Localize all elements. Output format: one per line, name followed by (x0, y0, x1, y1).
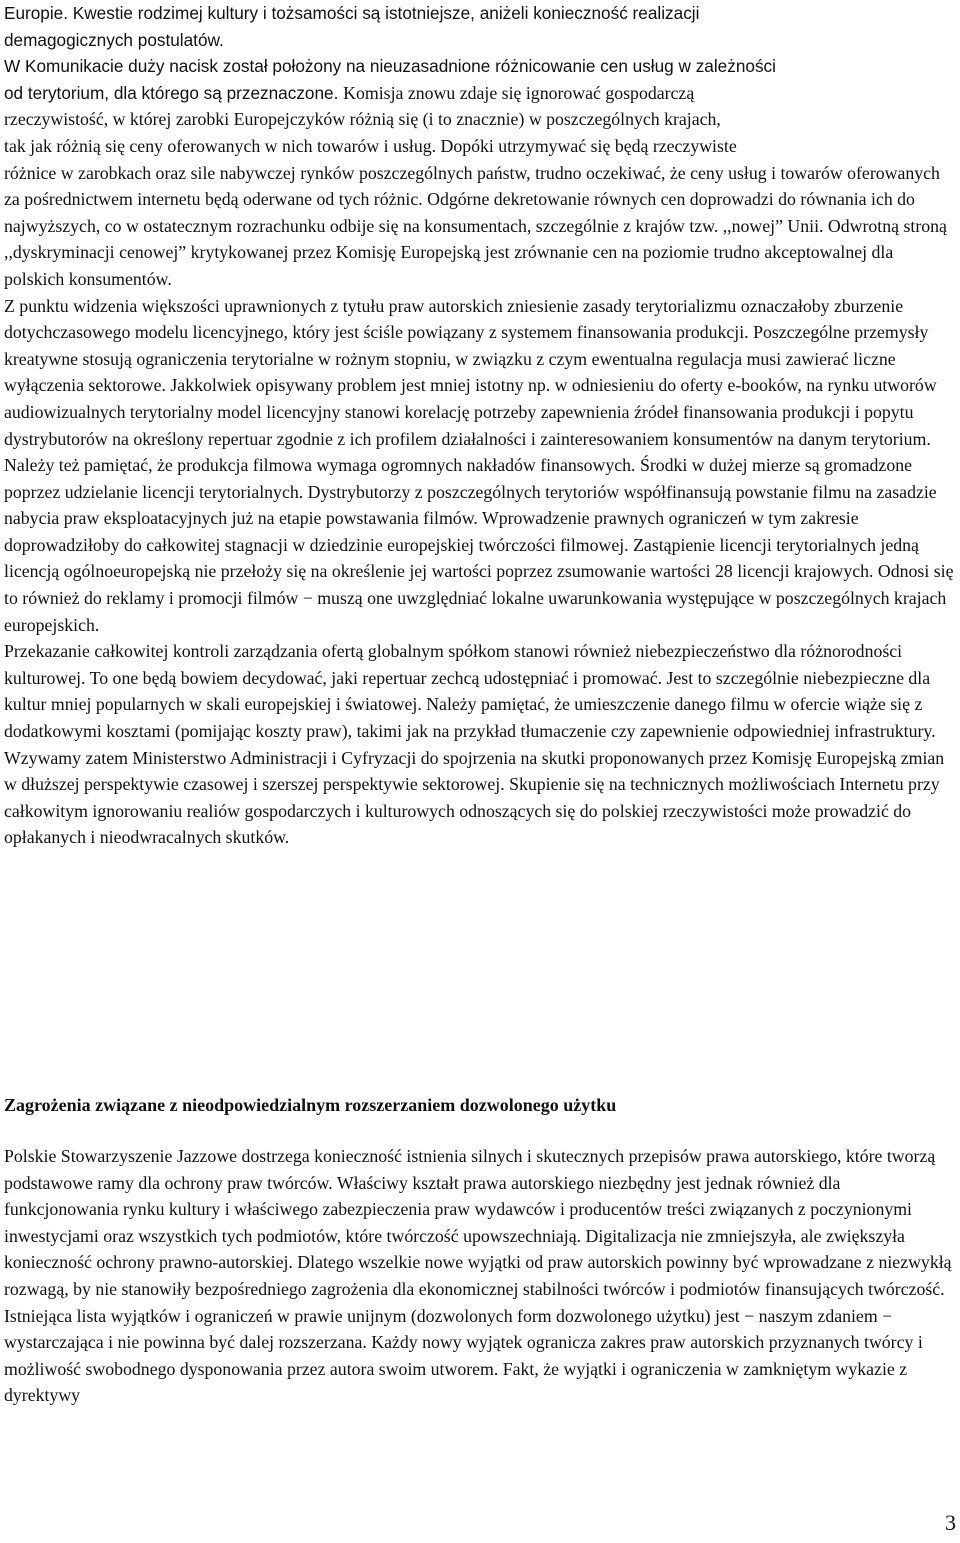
paragraph-produkcja-filmowa: Należy też pamiętać, że produkcja filmowa wymaga ogromnych nakładów finansowych. Środki w dużej mierze są gromadzone poprzez udzielanie licencji terytorialnych. Dystrybutorzy z poszczególnych terytoriów współfinansują powstanie filmu na zasadzie nabycia praw eksploatacyjnych już na etapie powstawania filmów. Wprowadzenie prawnych ograniczeń w tym zakresie doprowadziłoby do całkowitej stagnacji w dziedzinie europejskiej twórczości filmowej. Zastąpienie licencji terytorialnych jedną licencją ogólnoeuropejską nie przełoży się na określenie jej wartości poprzez zsumowanie wartości 28 licencji krajowych. Odnosi się to również do reklamy i promocji filmów − muszą one uwzględniać lokalne uwarunkowania występujące w poszczególnych krajach europejskich. (4, 455, 954, 635)
section-heading: Zagrożenia związane z nieodpowiedzialnym rozszerzaniem dozwolonego użytku (4, 1095, 617, 1115)
paragraph-intro-line1: Europie. Kwestie rodzimej kultury i tożsamości są istotniejsze, aniżeli konieczność realizacji (4, 3, 700, 23)
text-run-serif-2: tak jak różnią się ceny oferowanych w nich towarów i usług. (4, 135, 441, 156)
paragraph-wzywamy: Wzywamy zatem Ministerstwo Administracji i Cyfryzacji do spojrzenia na skutki proponowanych przez Komisję Europejską zmian w dłuższej perspektywie czasowej i szerszej perspektywie sektorowej. Skupienie się na technicznych możliwościach Internetu przy całkowitym ignorowaniu realiów gospodarczych i kulturowych odnoszących się do polskiej rzeczywistości może prowadzić do opłakanych i nieodwracalnych skutków. (4, 747, 945, 848)
paragraph-teritorializm: Z punktu widzenia większości uprawnionych z tytułu praw autorskich zniesienie zasady terytorializmu oznaczałoby zburzenie dotychczasowego modelu licencyjnego, który jest ściśle powiązany z systemem finansowania produkcji. Poszczególne przemysły kreatywne stosują ograniczenia terytorialne w rożnym stopniu, w związku z czym ewentualna regulacja musi zawierać liczne wyłączenia sektorowe. Jakkolwiek opisywany problem jest mniej istotny np. w odniesieniu do oferty e-booków, na rynku utworów audiowizualnych terytorialny model licencyjny stanowi korelację potrzeby zapewnienia źródeł finansowania produkcji i popytu dystrybutorów na określony repertuar zgodnie z ich profilem działalności i zainteresowaniem konsumentów na danym terytorium. (4, 295, 937, 449)
paragraph-stowarzyszenie: Polskie Stowarzyszenie Jazzowe dostrzega konieczność istnienia silnych i skutecznych przepisów prawa autorskiego, które tworzą podstawowe ramy dla ochrony praw twórców. Właściwy kształt prawa autorskiego niezbędny jest jednak również dla funkcjonowania rynku kultury i właściwego zabezpieczenia praw wydawców i producentów treści związanych z poczynionymi inwestycjami oraz wszystkich tych podmiotów, które twórczość upowszechniają. Digitalizacja nie zmniejszyła, ale zwiększyła konieczność ochrony prawno-autorskiej. Dlatego wszelkie nowe wyjątki od praw autorskich powinny być wprowadzane z niezwykłą rozwagą, by nie stanowiły bezpośredniego zagrożenia dla ekonomicznej stabilności twórców i podmiotów finansujących twórczość. (4, 1146, 952, 1299)
paragraph-kontrola-ofert: Przekazanie całkowitej kontroli zarządzania ofertą globalnym spółkom stanowi również niebezpieczeństwo dla różnorodności kulturowej. To one będą bowiem decydować, jaki repertuar zechcą udostępniać i promować. Jest to szczególnie niebezpieczne dla kultur mniej popularnych w skali europejskiej i światowej. Należy pamiętać, że umieszczenie danego filmu w ofercie wiąże się z dodatkowymi kosztami (pomijając koszty praw), takimi jak na przykład tłumaczenie czy zapewnienie odpowiedniej infrastruktury. (4, 641, 936, 742)
text-run-serif: Komisja znowu zdaje się ignorować gospodarczą (343, 82, 695, 103)
paragraph-komunikat-line1: W Komunikacie duży nacisk został położony na nieuzasadnione różnicowanie cen usług w zależności (4, 56, 776, 77)
section-dozwolony-uzytek (4, 1143, 954, 1409)
paragraph-komunikat-line3: rzeczywistość, w której zarobki Europejczyków różnią się (i to znacznie) w poszczególnych krajach, (4, 109, 721, 130)
paragraph-komunikat-mixed (4, 80, 954, 107)
text-run-sans: od terytorium, dla którego są przeznaczone. (4, 82, 344, 103)
paragraph-intro-line2: demagogicznych postulatów. (4, 29, 224, 50)
paragraph-komunikat-rest: różnice w zarobkach oraz sile nabywczej rynków poszczególnych państw, trudno oczekiwać, że ceny usług i towarów oferowanych za pośrednictwem internetu będą oderwane od tych różnic. Odgórne dekretowanie równych cen doprowadzi do równania ich do najwyższych, co w ostatecznym rozrachunku odbije się na konsumentach, szczególnie z krajów tzw. ,,nowej” Unii. Odwrotną stroną ,,dyskryminacji cenowej” krytykowanej przez Komisję Europejską jest zrównanie cen na poziomie trudno akceptowalnej dla polskich konsumentów. (4, 162, 947, 289)
page-number: 3 (945, 1510, 956, 1535)
paragraph-komunikat-mixed-2 (4, 133, 954, 160)
paragraph-lista-wyjatkow: Istniejąca lista wyjątków i ograniczeń w prawie unijnym (dozwolonych form dozwolonego użytku) jest − naszym zdaniem − wystarczająca i nie powinna być dalej rozszerzana. Każdy nowy wyjątek ogranicza zakres praw autorskich przyznanych twórcy i możliwość swobodnego dysponowania przez autora swoim utworem. Fakt, że wyjątki i ograniczenia w zamkniętym wykazie z dyrektywy (4, 1305, 923, 1406)
document-page (4, 0, 954, 851)
text-run-serif-3: Dopóki utrzymywać się będą rzeczywiste (440, 135, 737, 156)
